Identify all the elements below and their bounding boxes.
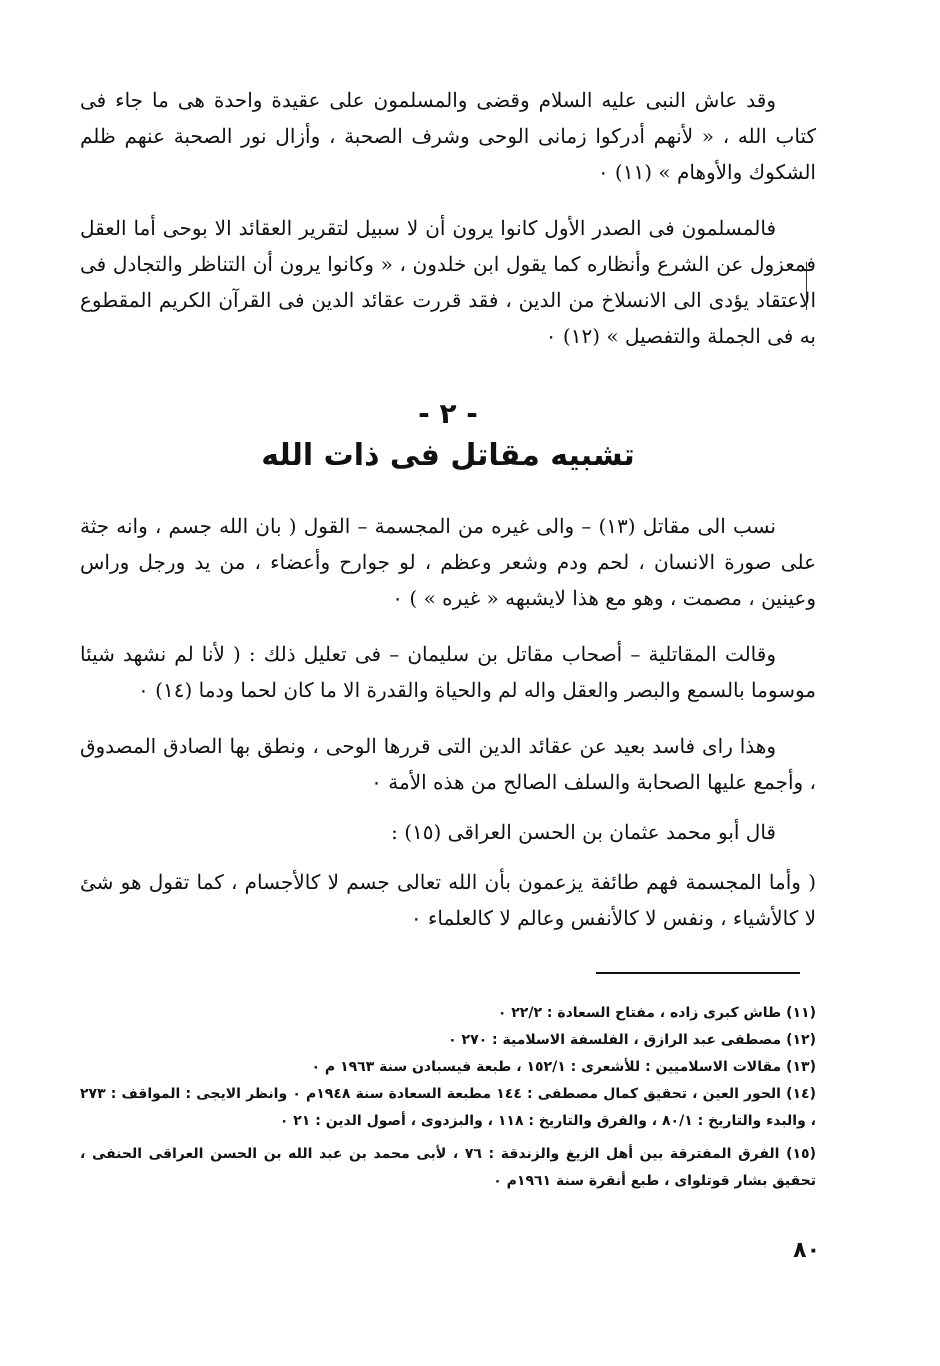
paragraph-2: فالمسلمون فى الصدر الأول كانوا يرون أن لا سبيل لتقرير العقائد الا بوحى أما العقل فمعزول عن الشرع وأنظاره كما يقول ابن خلدون ، « وكانوا يرون أن التناظر والتجادل فى الاعتقاد يؤدى الى الانسلاخ من الدين ، فقد قررت عقائد الدين فى القرآن الكريم المقطوع به فى الجملة والتفصيل » (١٢) ٠ bbox=[80, 216, 816, 348]
paragraph-4: وقالت المقاتلية – أصحاب مقاتل بن سليمان – فى تعليل ذلك : ( لأنا لم نشهد شيئا موسوما بالسمع والبصر والعقل واله لم والحياة والقدرة الا ما كان لحما ودما (١٤) ٠ bbox=[80, 642, 816, 702]
footnote-12: (١٢) مصطفى عبد الرازق ، الفلسفة الاسلامية : ٢٧٠ ٠ bbox=[448, 1032, 816, 1048]
section-number: - ٢ - bbox=[418, 397, 478, 430]
section-heading bbox=[80, 394, 816, 478]
footnote-11: (١١) طاش كبرى زاده ، مفتاح السعادة : ٢٢/٢ ٠ bbox=[497, 1005, 816, 1021]
footnote-13: (١٣) مقالات الاسلاميين : للأشعرى : ١٥٢/١ ، طبعة فيسبادن سنة ١٩٦٣ م ٠ bbox=[311, 1059, 816, 1075]
section-title: تشبيه مقاتل فى ذات الله bbox=[261, 438, 635, 473]
footnote-divider bbox=[596, 972, 800, 974]
paragraph-3: نسب الى مقاتل (١٣) – والى غيره من المجسمة – القول ( بان الله جسم ، وانه جثة على صورة الانسان ، لحم ودم وشعر وعظم ، لو جوارح وأعضاء ، من يد ورجل وراس وعينين ، مصمت ، وهو مع هذا لايشبهه « غيره » ) ٠ bbox=[80, 514, 816, 610]
paragraph-6: قال أبو محمد عثمان بن الحسن العراقى (١٥) : bbox=[391, 820, 776, 844]
footnote-14: (١٤) الحور العين ، تحقيق كمال مصطفى : ١٤٤ مطبعة السعادة سنة ١٩٤٨م ٠ وانظر الايجى : المواقف : ٢٧٣ ، والبدء والتاريخ : ٨٠/١ ، والفرق والتاريخ : ١١٨ ، والبزدوى ، أصول الدين : ٢١ ٠ bbox=[80, 1086, 817, 1129]
margin-mark bbox=[806, 262, 807, 310]
paragraph-7-quote: ( وأما المجسمة فهم طائفة يزعمون بأن الله تعالى جسم لا كالأجسام ، كما تقول هو شئ لا كالأشياء ، ونفس لا كالأنفس وعالم لا كالعلماء ٠ bbox=[80, 870, 816, 930]
document-page bbox=[80, 82, 816, 1195]
page-number: ٨٠ bbox=[793, 1238, 820, 1263]
paragraph-5: وهذا راى فاسد بعيد عن عقائد الدين التى قررها الوحى ، ونطق بها الصادق المصدوق ، وأجمع عليها الصحابة والسلف الصالح من هذه الأمة ٠ bbox=[80, 734, 816, 794]
footnotes bbox=[80, 1000, 816, 1195]
footnote-15: (١٥) الفرق المفترقة بين أهل الزيغ والزندقة : ٧٦ ، لأبى محمد بن عبد الله بن الحسن العراقى الحنفى ، تحقيق بشار قوتلواى ، طبع أنقرة سنة ١٩٦١م ٠ bbox=[80, 1146, 816, 1189]
paragraph-1: وقد عاش النبى عليه السلام وقضى والمسلمون على عقيدة واحدة هى ما جاء فى كتاب الله ، « لأنهم أدركوا زمانى الوحى وشرف الصحبة ، وأزال نور الصحبة عنهم ظلم الشكوك والأوهام » (١١) ٠ bbox=[80, 88, 816, 184]
